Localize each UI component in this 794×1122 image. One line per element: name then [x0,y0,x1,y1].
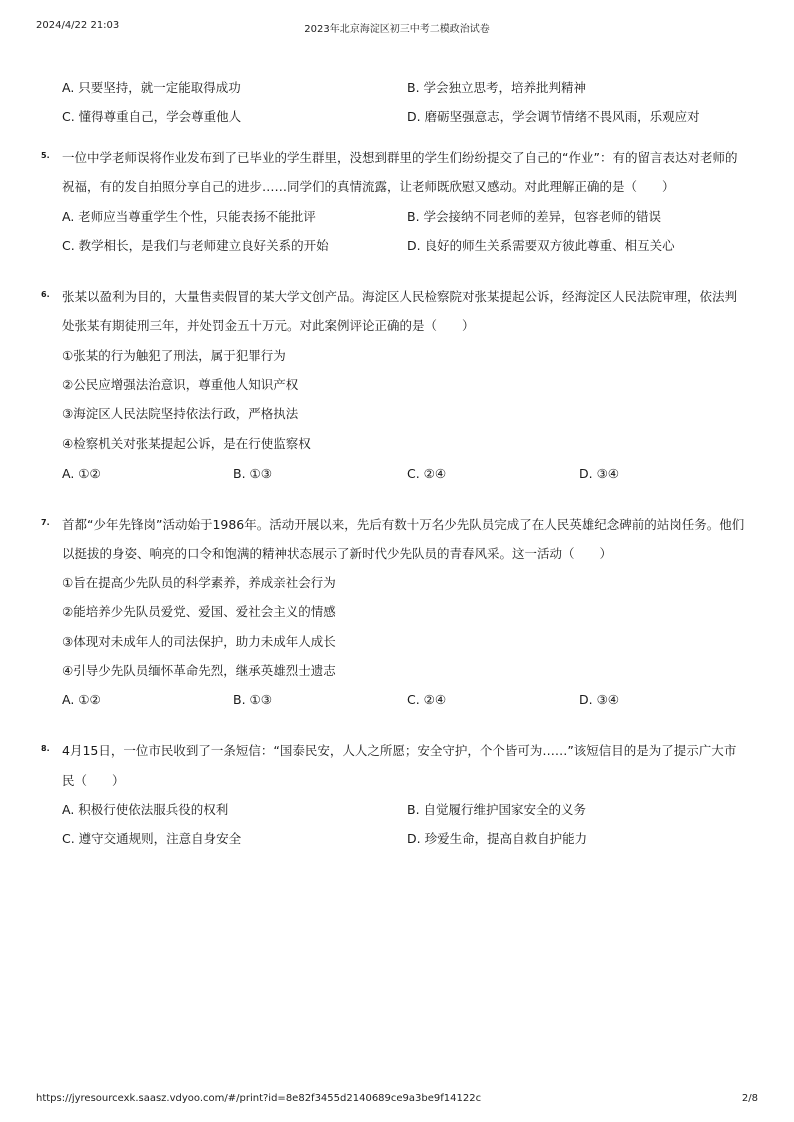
statement-3: ③海淀区人民法院坚持依法行政，严格执法 [62,406,299,421]
page-url[interactable]: https://jyresourcexk.saasz.vdyoo.com/#/print?id=8e82f3455d2140689ce9a3be9f14122c [36,1093,482,1104]
q4-option-d[interactable]: D. 磨砺坚强意志，学会调节情绪不畏风雨，乐观应对 [407,109,700,124]
statement-2: ②公民应增强法治意识，尊重他人知识产权 [62,377,299,392]
question-number: 8. [41,744,50,753]
question-number: 7. [41,518,50,527]
statement-1: ①张某的行为触犯了刑法，属于犯罪行为 [62,348,286,363]
document-title: 2023年北京海淀区初三中考二模政治试卷 [304,24,490,35]
question-stem-line: 张某以盈利为目的，大量售卖假冒的某大学文创产品。海淀区人民检察院对张某提起公诉，经海淀区人民法院审理，依法判 [62,289,738,304]
q6-option-a[interactable]: A. ①② [62,466,101,481]
q8-option-a[interactable]: A. 积极行使依法服兵役的权利 [62,802,229,817]
question-number: 5. [41,151,50,160]
q5-option-d[interactable]: D. 良好的师生关系需要双方彼此尊重、相互关心 [407,238,675,253]
q4-option-b[interactable]: B. 学会独立思考，培养批判精神 [407,80,587,95]
q6-option-b[interactable]: B. ①③ [233,466,272,481]
question-stem-line: 首都“少年先锋岗”活动始于1986年。活动开展以来，先后有数十万名少先队员完成了在人民英雄纪念碑前的站岗任务。他们 [62,517,745,532]
question-stem-line: 祝福，有的发自拍照分享自己的进步……同学们的真情流露，让老师既欣慰又感动。对此理解正确的是（ ） [62,179,675,194]
print-datetime: 2024/4/22 21:03 [36,20,120,31]
q8-option-b[interactable]: B. 自觉履行维护国家安全的义务 [407,802,587,817]
q4-option-c[interactable]: C. 懂得尊重自己，学会尊重他人 [62,109,242,124]
question-stem-line: 民（ ） [62,773,125,788]
page-number: 2/8 [741,1093,758,1104]
question-stem-line: 4月15日，一位市民收到了一条短信：“国泰民安，人人之所愿；安全守护，个个皆可为……”该短信目的是为了提示广大市 [62,743,737,758]
statement-4: ④检察机关对张某提起公诉，是在行使监察权 [62,436,311,451]
q7-option-b[interactable]: B. ①③ [233,692,272,707]
question-stem-line: 一位中学老师误将作业发布到了已毕业的学生群里，没想到群里的学生们纷纷提交了自己的“作业”：有的留言表达对老师的 [62,150,738,165]
q5-option-c[interactable]: C. 教学相长，是我们与老师建立良好关系的开始 [62,238,329,253]
q8-option-d[interactable]: D. 珍爱生命，提高自救自护能力 [407,831,588,846]
q8-option-c[interactable]: C. 遵守交通规则，注意自身安全 [62,831,242,846]
q7-option-d[interactable]: D. ③④ [579,692,619,707]
question-number: 6. [41,290,50,299]
statement-2: ②能培养少先队员爱党、爱国、爱社会主义的情感 [62,604,336,619]
q6-option-c[interactable]: C. ②④ [407,466,447,481]
q7-option-c[interactable]: C. ②④ [407,692,447,707]
statement-3: ③体现对未成年人的司法保护，助力未成年人成长 [62,634,336,649]
question-stem-line: 处张某有期徒刑三年，并处罚金五十万元。对此案例评论正确的是（ ） [62,318,475,333]
q5-option-a[interactable]: A. 老师应当尊重学生个性，只能表扬不能批评 [62,209,316,224]
q5-option-b[interactable]: B. 学会接纳不同老师的差异，包容老师的错误 [407,209,662,224]
q7-option-a[interactable]: A. ①② [62,692,101,707]
statement-4: ④引导少先队员缅怀革命先烈，继承英雄烈士遗志 [62,663,336,678]
q4-option-a[interactable]: A. 只要坚持，就一定能取得成功 [62,80,241,95]
statement-1: ①旨在提高少先队员的科学素养，养成亲社会行为 [62,575,336,590]
question-stem-line: 以挺拔的身姿、响亮的口令和饱满的精神状态展示了新时代少先队员的青春风采。这一活动（ ） [62,546,613,561]
q6-option-d[interactable]: D. ③④ [579,466,619,481]
